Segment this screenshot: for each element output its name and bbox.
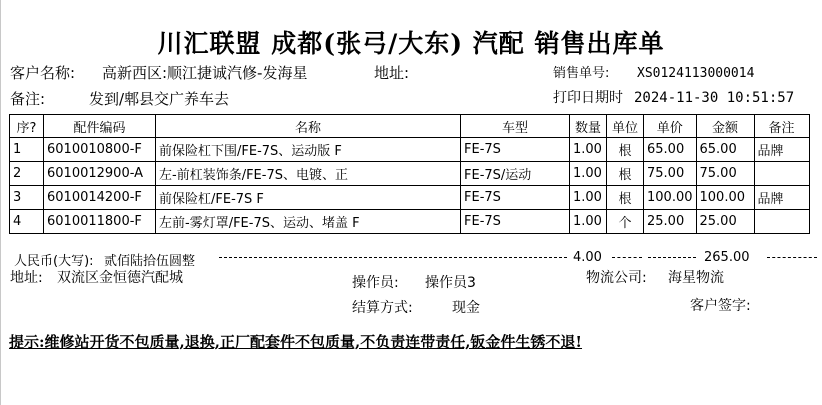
quantity: 1.00: [570, 162, 607, 186]
table-header-row: [10, 115, 810, 138]
unit-price: 100.00: [644, 186, 697, 210]
amount: 25.00: [696, 210, 754, 234]
column-header: 名称: [156, 115, 461, 138]
operator-label: 操作员:: [352, 275, 399, 291]
summary-dashed-rule: [767, 257, 817, 258]
remark: [754, 210, 809, 234]
row-index: 3: [10, 186, 44, 210]
footer-address-label: 地址:: [10, 270, 43, 286]
column-header: 备注: [754, 115, 809, 138]
part-code: 6010014200-F: [44, 186, 156, 210]
page-left-border: [0, 0, 1, 405]
table-row: [10, 210, 810, 234]
column-header: 单价: [644, 115, 697, 138]
amount-in-words-label: 人民币(大写):: [14, 254, 94, 269]
amount: 100.00: [696, 186, 754, 210]
vehicle-model: FE-7S/运动: [461, 162, 570, 186]
column-header: 序?: [10, 115, 44, 138]
part-name: 前保险杠/FE-7S F: [156, 186, 461, 210]
footer-address-value: 双流区金恒德汽配城: [57, 270, 183, 286]
part-code: 6010012900-A: [44, 162, 156, 186]
remark-label: 备注:: [10, 90, 46, 108]
unit-price: 75.00: [644, 162, 697, 186]
order-no-label: 销售单号:: [553, 66, 610, 81]
order-no-value: XS0124113000014: [637, 66, 755, 81]
remark: [754, 162, 809, 186]
summary-dashed-rule: [612, 257, 642, 258]
part-code: 6010011800-F: [44, 210, 156, 234]
summary-dashed-rule: [219, 257, 567, 258]
amount: 65.00: [696, 138, 754, 162]
unit: 根: [607, 138, 644, 162]
row-index: 2: [10, 162, 44, 186]
table-row: [10, 162, 810, 186]
settlement-value: 现金: [452, 300, 480, 316]
summary-dashed-rule: [648, 257, 696, 258]
column-header: 单位: [607, 115, 644, 138]
remark-value: 发到/郫县交广养车去: [89, 90, 230, 108]
vehicle-model: FE-7S: [461, 210, 570, 234]
remark: 品牌: [754, 186, 809, 210]
total-quantity: 4.00: [573, 250, 602, 265]
part-name: 前保险杠下围/FE-7S、运动版 F: [156, 138, 461, 162]
customer-label: 客户名称:: [10, 64, 76, 82]
document-title: 川汇联盟 成都(张弓/大东) 汽配 销售出库单: [157, 29, 665, 58]
notice-text: 提示:维修站开货不包质量,退换,正厂配套件不包质量,不负责连带责任,钣金件生锈不退!: [9, 333, 583, 351]
operator-value: 操作员3: [425, 275, 476, 291]
column-header: 金额: [696, 115, 754, 138]
quantity: 1.00: [570, 186, 607, 210]
row-index: 1: [10, 138, 44, 162]
total-amount: 265.00: [704, 250, 750, 265]
print-time-label: 打印日期时: [553, 90, 623, 106]
unit: 个: [607, 210, 644, 234]
row-index: 4: [10, 210, 44, 234]
part-name: 左-前杠装饰条/FE-7S、电镀、正: [156, 162, 461, 186]
logistics-value: 海星物流: [668, 270, 724, 286]
unit-price: 65.00: [644, 138, 697, 162]
part-name: 左前-雾灯罩/FE-7S、运动、堵盖 F: [156, 210, 461, 234]
print-time-value: 2024-11-30 10:51:57: [634, 90, 795, 106]
logistics-label: 物流公司:: [586, 270, 647, 286]
customer-value: 高新西区:顺江捷诚汽修-发海星: [102, 64, 308, 82]
column-header: 配件编码: [44, 115, 156, 138]
unit: 根: [607, 186, 644, 210]
column-header: 车型: [461, 115, 570, 138]
table-row: [10, 186, 810, 210]
vehicle-model: FE-7S: [461, 186, 570, 210]
address-label: 地址:: [374, 64, 410, 82]
signature-label: 客户签字:: [690, 298, 751, 314]
column-header: 数量: [570, 115, 607, 138]
remark: 品牌: [754, 138, 809, 162]
settlement-label: 结算方式:: [352, 300, 413, 316]
amount: 75.00: [696, 162, 754, 186]
part-code: 6010010800-F: [44, 138, 156, 162]
quantity: 1.00: [570, 138, 607, 162]
table-row: [10, 138, 810, 162]
unit-price: 25.00: [644, 210, 697, 234]
vehicle-model: FE-7S: [461, 138, 570, 162]
unit: 根: [607, 162, 644, 186]
quantity: 1.00: [570, 210, 607, 234]
amount-in-words-value: 贰佰陆拾伍圆整: [104, 254, 196, 269]
items-table: [9, 114, 810, 234]
